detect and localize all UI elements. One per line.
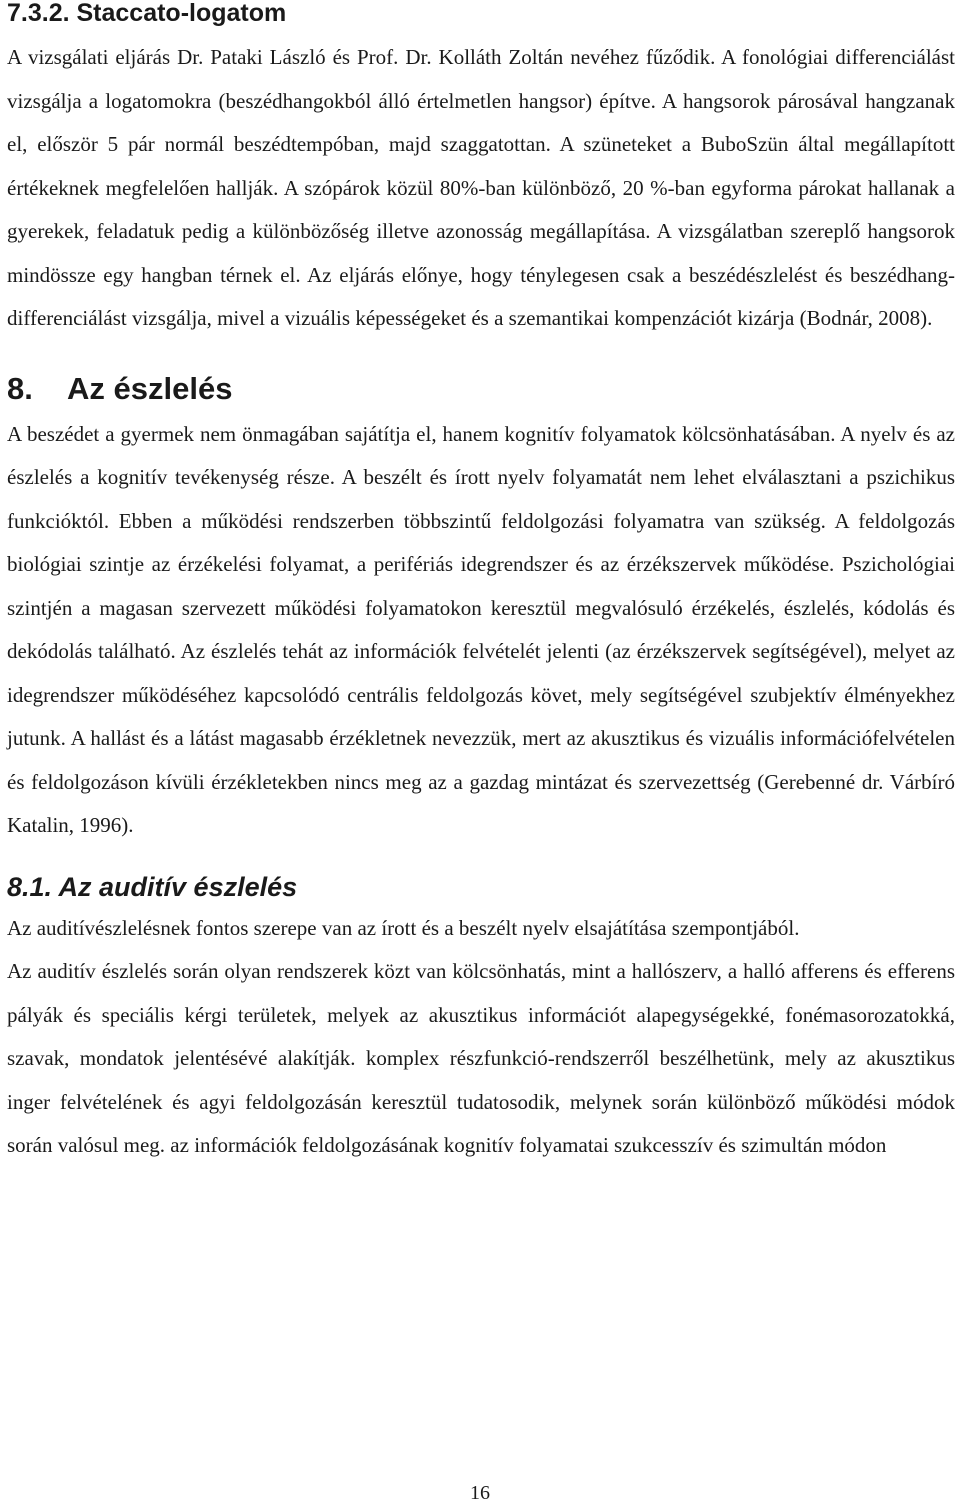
chapter-heading-8	[7, 369, 955, 409]
section-8-1-intro-line: Az auditívészlelésnek fontos szerepe van az írott és a beszélt nyelv elsajátítása szempontjából.	[7, 915, 800, 940]
document-page	[7, 0, 955, 1168]
section-7-3-2-paragraph: A vizsgálati eljárás Dr. Pataki László és Prof. Dr. Kolláth Zoltán nevéhez fűződik. A fonológiai differenciálást vizsgálja a logatomokra (beszédhangokból álló értelmetlen hangsor) építve. A hangsorok párosával hangzanak el, először 5 pár normál beszédtempóban, majd szaggatottan. A szüneteket a BuboSzün által megállapított értékeknek megfelelően hallják. A szópárok közül 80%-ban különböző, 20 %-ban egyforma párokat hallanak a gyerekek, feladatuk pedig a különbözőség illetve azonosság megállapítása. A vizsgálatban szereplő hangsorok mindössze egy hangban térnek el. Az eljárás előnye, hogy ténylegesen csak a beszédészlelést és beszédhang-differenciálást vizsgálja, mivel a vizuális képességeket és a szemantikai kompenzációt kizárja (Bodnár, 2008).	[7, 45, 955, 330]
section-heading-7-3-2: 7.3.2. Staccato-logatom	[7, 0, 287, 27]
chapter-title: Az észlelés	[67, 370, 233, 406]
chapter-8-paragraph: A beszédet a gyermek nem önmagában sajátítja el, hanem kognitív folyamatok kölcsönhatásában. A nyelv és az észlelés a kognitív tevékenység része. A beszélt és írott nyelv folyamatát nem lehet elválasztani a pszichikus funkcióktól. Ebben a működési rendszerben többszintű feldolgozási folyamatra van szükség. A feldolgozás biológiai szintje az érzékelési folyamat, a perifériás idegrendszer és az érzékszervek működése. Pszichológiai szintjén a magasan szervezett működési folyamatokon keresztül megvalósuló érzékelés, észlelés, kódolás és dekódolás található. Az észlelés tehát az információk felvételét jelenti (az érzékszervek segítségével), melyet az idegrendszer működéséhez kapcsolódó centrális feldolgozás követ, mely segítségével szubjektív élményekhez jutunk. A hallást és a látást magasabb érzékletnek nevezzük, mert az akusztikus és vizuális információfelvételen és feldolgozáson kívüli érzékletekben nincs meg az a gazdag mintázat és szervezettség (Gerebenné dr. Várbíró Katalin, 1996).	[7, 421, 955, 837]
section-8-1-paragraph: Az auditív észlelés során olyan rendszerek közt van kölcsönhatás, mint a hallószerv, a halló afferens és efferens pályák és speciális kérgi területek, melyek az akusztikus információt alapegységekké, fonémasorozatokká, szavak, mondatok jelentésévé alakítják. komplex részfunkció-rendszerről beszélhetünk, mely az akusztikus inger felvételének és agyi feldolgozásán keresztül tudatosodik, melynek során különböző működési módok során valósul meg. az információk feldolgozásának kognitív folyamatai szukcesszív és szimultán módon	[7, 959, 955, 1157]
section-heading-8-1: 8.1. Az auditív észlelés	[7, 871, 298, 902]
page-number: 16	[470, 1482, 490, 1504]
chapter-number: 8.	[7, 370, 33, 406]
